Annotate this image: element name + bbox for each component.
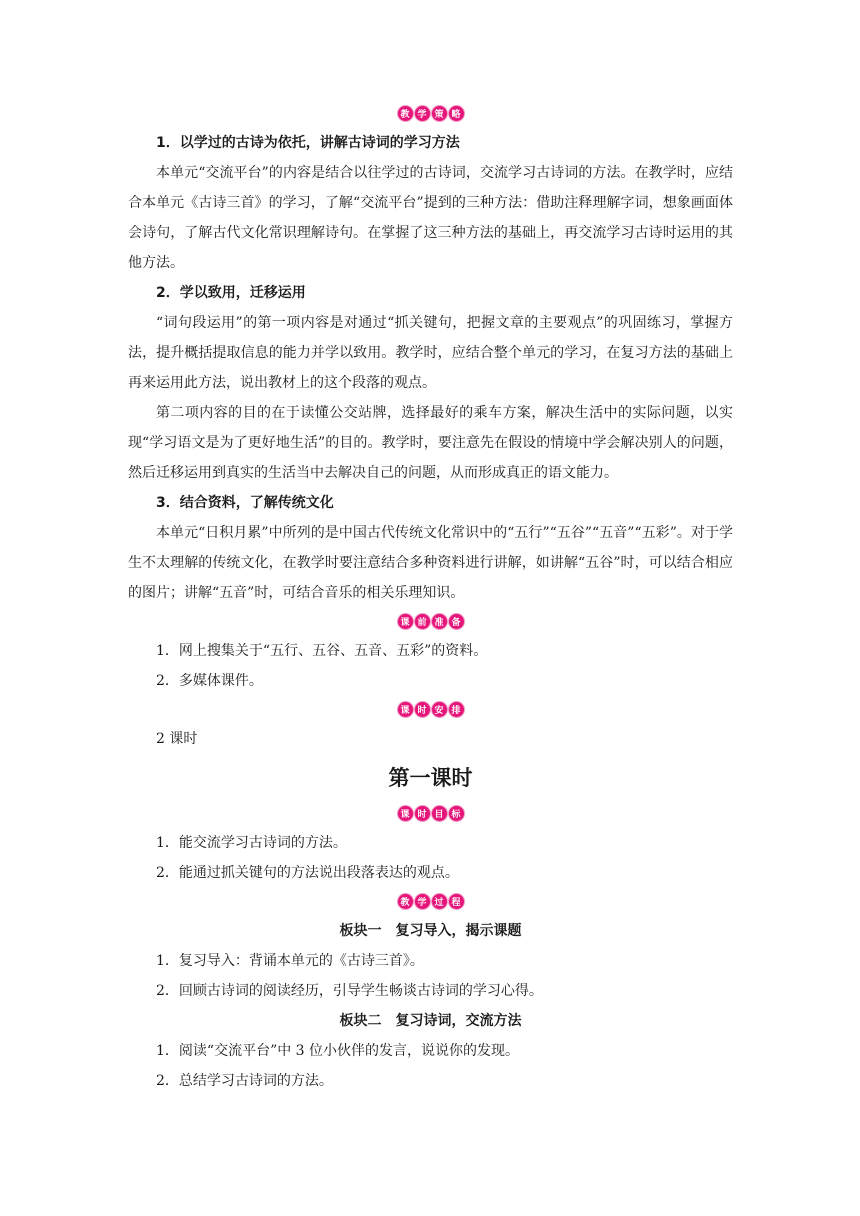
strategy-paragraph-4: 本单元“日积月累”中所列的是中国古代传统文化常识中的“五行”“五谷”“五音”“五彩”。对于学生不太理解的传统文化，在教学时要注意结合多种资料进行讲解，如讲解“五谷”时，可以结合相应的图片；讲解“五音”时，可结合音乐的相关乐理知识。 [128, 525, 733, 601]
badge-char: 安 [432, 702, 447, 717]
prep-item-2: 2．多媒体课件。 [156, 673, 263, 689]
strategy-paragraph-2: “词句段运用”的第一项内容是对通过“抓关键句，把握文章的主要观点”的巩固练习，掌握方法，提升概括提取信息的能力并学以致用。教学时，应结合整个单元的学习，在复习方法的基础上再来运用此方法，说出教材上的这个段落的观点。 [128, 315, 733, 391]
strategy-heading-3: 3．结合资料，了解传统文化 [156, 495, 334, 511]
badge-char: 略 [449, 106, 464, 121]
badge-teaching-strategy [128, 102, 733, 122]
block-2-item-2: 2．总结学习古诗词的方法。 [156, 1073, 333, 1089]
badge-lesson-schedule [128, 698, 733, 718]
badge-char: 准 [432, 614, 447, 629]
badge-char: 标 [449, 806, 464, 821]
badge-char: 课 [398, 806, 413, 821]
badge-lesson-goals [128, 802, 733, 822]
badge-char: 备 [449, 614, 464, 629]
badge-char: 程 [449, 894, 464, 909]
lesson-title: 第一课时 [388, 766, 473, 790]
goal-item-1: 1．能交流学习古诗词的方法。 [156, 835, 347, 851]
block-1-item-1: 1．复习导入：背诵本单元的《古诗三首》。 [156, 953, 424, 969]
strategy-paragraph-1: 本单元“交流平台”的内容是结合以往学过的古诗词，交流学习古诗词的方法。在教学时，应结合本单元《古诗三首》的学习，了解“交流平台”提到的三种方法：借助注释理解字词，想象画面体会诗句，了解古代文化常识理解诗句。在掌握了这三种方法的基础上，再交流学习古诗时运用的其他方法。 [128, 165, 733, 271]
block-2-item-1: 1．阅读“交流平台”中 3 位小伙伴的发言，说说你的发现。 [156, 1043, 520, 1059]
schedule-text: 2 课时 [156, 731, 198, 747]
badge-pre-class-prep [128, 610, 733, 630]
block-2-title [128, 1006, 733, 1036]
block-1-label: 板块一 [339, 923, 382, 939]
badge-char: 排 [449, 702, 464, 717]
badge-char: 策 [432, 106, 447, 121]
badge-char: 学 [415, 106, 430, 121]
block-1-title [128, 916, 733, 946]
badge-char: 时 [415, 806, 430, 821]
prep-item-1: 1．网上搜集关于“五行、五谷、五音、五彩”的资料。 [156, 643, 488, 659]
badge-char: 前 [415, 614, 430, 629]
block-1-name: 复习导入，揭示课题 [395, 923, 522, 939]
strategy-paragraph-3: 第二项内容的目的在于读懂公交站牌，选择最好的乘车方案，解决生活中的实际问题，以实现“学习语文是为了更好地生活”的目的。教学时，要注意先在假设的情境中学会解决别人的问题，然后迁移运用到真实的生活当中去解决自己的问题，从而形成真正的语文能力。 [128, 405, 733, 481]
badge-char: 时 [415, 702, 430, 717]
badge-char: 课 [398, 702, 413, 717]
block-1-item-2: 2．回顾古诗词的阅读经历，引导学生畅谈古诗词的学习心得。 [156, 983, 543, 999]
badge-char: 教 [398, 106, 413, 121]
strategy-heading-1: 1．以学过的古诗为依托，讲解古诗词的学习方法 [156, 135, 460, 151]
badge-teaching-process [128, 890, 733, 910]
content [128, 100, 733, 1096]
block-2-label: 板块二 [339, 1013, 382, 1029]
badge-char: 目 [432, 806, 447, 821]
badge-char: 课 [398, 614, 413, 629]
badge-char: 学 [415, 894, 430, 909]
badge-char: 过 [432, 894, 447, 909]
block-2-name: 复习诗词，交流方法 [395, 1013, 522, 1029]
strategy-heading-2: 2．学以致用，迁移运用 [156, 285, 306, 301]
goal-item-2: 2．能通过抓关键句的方法说出段落表达的观点。 [156, 865, 459, 881]
badge-char: 教 [398, 894, 413, 909]
